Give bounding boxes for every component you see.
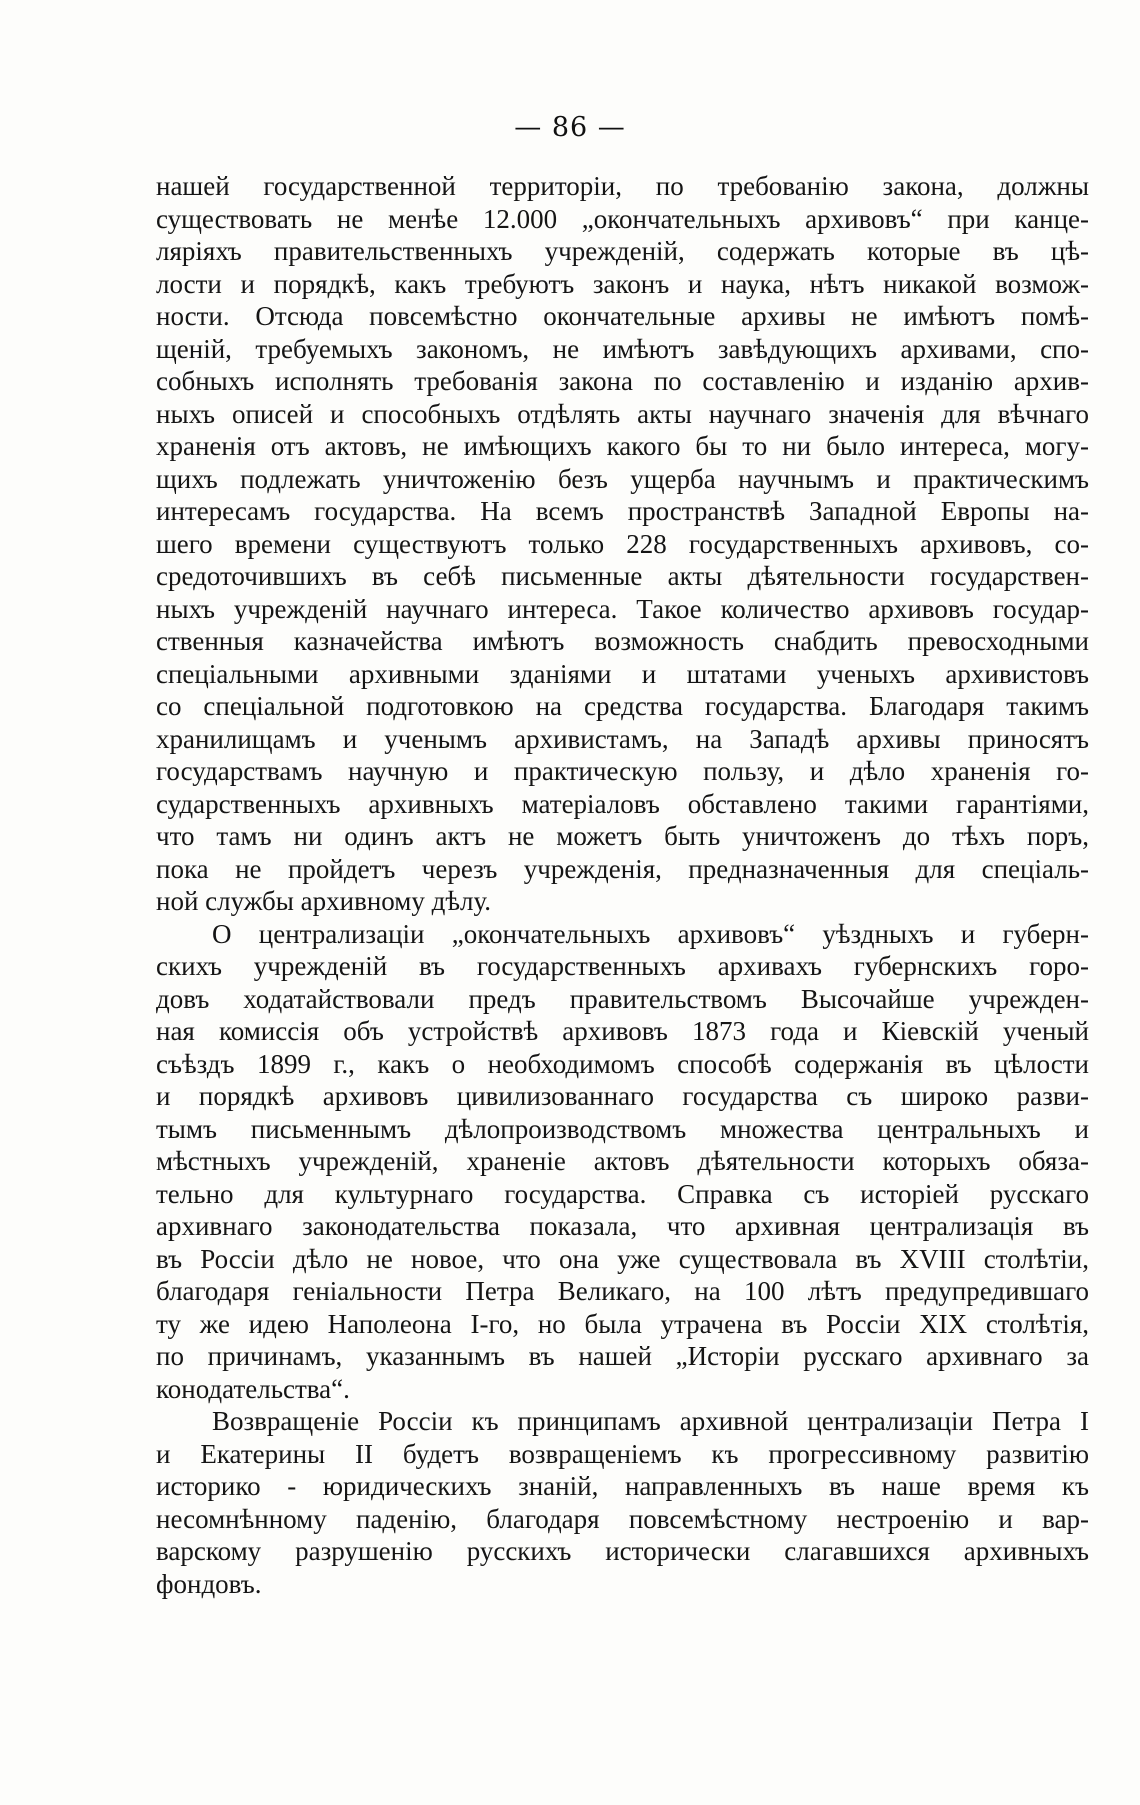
text-line: ности. Отсюда повсемѣстно окончательные архивы не имѣютъ помѣ- [156,301,1089,331]
paragraph [156,170,1089,918]
body-text [156,170,1089,1600]
text-line: ту же идею Наполеона І-го, но была утрачена въ Россіи XIX столѣтія, [156,1308,1089,1339]
text-line: и Екатерины II будетъ возвращеніемъ къ прогрессивному развитію [156,1438,1089,1469]
text-line: Возвращеніе Россіи къ принципамъ архивной централизаціи Петра I [212,1406,1089,1436]
text-line: мѣстныхъ учрежденій, храненіе актовъ дѣятельности которыхъ обяза- [156,1146,1089,1176]
text-line: несомнѣнному паденію, благодаря повсемѣстному нестроенію и вар- [156,1503,1089,1534]
text-line: спеціальными архивными зданіями и штатами ученыхъ архивистовъ [156,658,1089,689]
text-line: скихъ учрежденій въ государственныхъ архивахъ губернскихъ горо- [156,951,1089,981]
text-line: архивнаго законодательства показала, что архивная централизація въ [156,1211,1089,1241]
text-line: что тамъ ни одинъ актъ не можетъ быть уничтоженъ до тѣхъ поръ, [156,821,1089,851]
text-line: довъ ходатайствовали предъ правительствомъ Высочайше учрежден- [156,983,1089,1014]
text-line: интересамъ государства. На всемъ пространствѣ Западной Европы на- [156,496,1089,526]
text-line: лости и порядкѣ, какъ требуютъ законъ и наука, нѣтъ никакой возмож- [156,268,1089,299]
text-line: ляріяхъ правительственныхъ учрежденій, содержать которые въ цѣ- [156,236,1089,266]
text-line: щихъ подлежать уничтоженію безъ ущерба научнымъ и практическимъ [156,463,1089,494]
text-line: ная комиссія объ устройствѣ архивовъ 1873 года и Кіевскій ученый [156,1016,1089,1046]
text-line: хранилищамъ и ученымъ архивистамъ, на Западѣ архивы приносятъ [156,723,1089,754]
text-line: существовать не менѣе 12.000 „окончательныхъ архивовъ“ при канце- [156,203,1089,234]
text-line: тымъ письменнымъ дѣлопроизводствомъ множества центральныхъ и [156,1113,1089,1144]
text-line: государствамъ научную и практическую пользу, и дѣло храненія го- [156,756,1089,786]
text-line: фондовъ. [156,1568,262,1599]
text-line: шего времени существуютъ только 228 государственныхъ архивовъ, со- [156,528,1089,559]
text-line: историко - юридическихъ знаній, направленныхъ въ наше время къ [156,1471,1089,1501]
text-line: конодательства“. [156,1373,350,1404]
page-number: — 86 — [514,112,626,143]
text-line: ныхъ учрежденій научнаго интереса. Такое количество архивовъ государ- [156,593,1089,624]
text-line: тельно для культурнаго государства. Справка съ исторіей русскаго [156,1178,1089,1209]
text-line: съѣздъ 1899 г., какъ о необходимомъ способѣ содержанія въ цѣлости [156,1048,1089,1079]
text-line: и порядкѣ архивовъ цивилизованнаго государства съ широко разви- [156,1081,1089,1111]
text-line: пока не пройдетъ черезъ учрежденія, предназначенныя для спеціаль- [156,853,1089,884]
text-line: благодаря геніальности Петра Великаго, на 100 лѣтъ предупредившаго [156,1276,1089,1306]
text-line: О централизаціи „окончательныхъ архивовъ“ уѣздныхъ и губерн- [212,918,1089,949]
text-line: по причинамъ, указаннымъ въ нашей „Исторіи русскаго архивнаго за [156,1341,1089,1371]
text-line: средоточившихъ въ себѣ письменные акты дѣятельности государствен- [156,561,1089,591]
text-line: храненія отъ актовъ, не имѣющихъ какого бы то ни было интереса, могу- [156,431,1089,461]
text-line: ныхъ описей и способныхъ отдѣлять акты научнаго значенія для вѣчнаго [156,398,1089,429]
text-line: собныхъ исполнять требованія закона по составленію и изданію архив- [156,366,1089,396]
text-line: варскому разрушенію русскихъ исторически слагавшихся архивныхъ [156,1536,1089,1566]
text-line: ной службы архивному дѣлу. [156,886,492,916]
text-line: щеній, требуемыхъ закономъ, не имѣютъ завѣдующихъ архивами, спо- [156,333,1089,364]
text-line: нашей государственной территоріи, по требованію закона, должны [156,171,1089,201]
text-line: ственныя казначейства имѣютъ возможность снабдить превосходными [156,626,1089,656]
paragraph [156,918,1089,1406]
paragraph [156,1405,1089,1600]
text-line: сударственныхъ архивныхъ матеріаловъ обставлено такими гарантіями, [156,788,1089,819]
text-line: со спеціальной подготовкою на средства государства. Благодаря такимъ [156,691,1089,721]
text-line: въ Россіи дѣло не новое, что она уже существовала въ XVIII столѣтіи, [156,1243,1089,1274]
